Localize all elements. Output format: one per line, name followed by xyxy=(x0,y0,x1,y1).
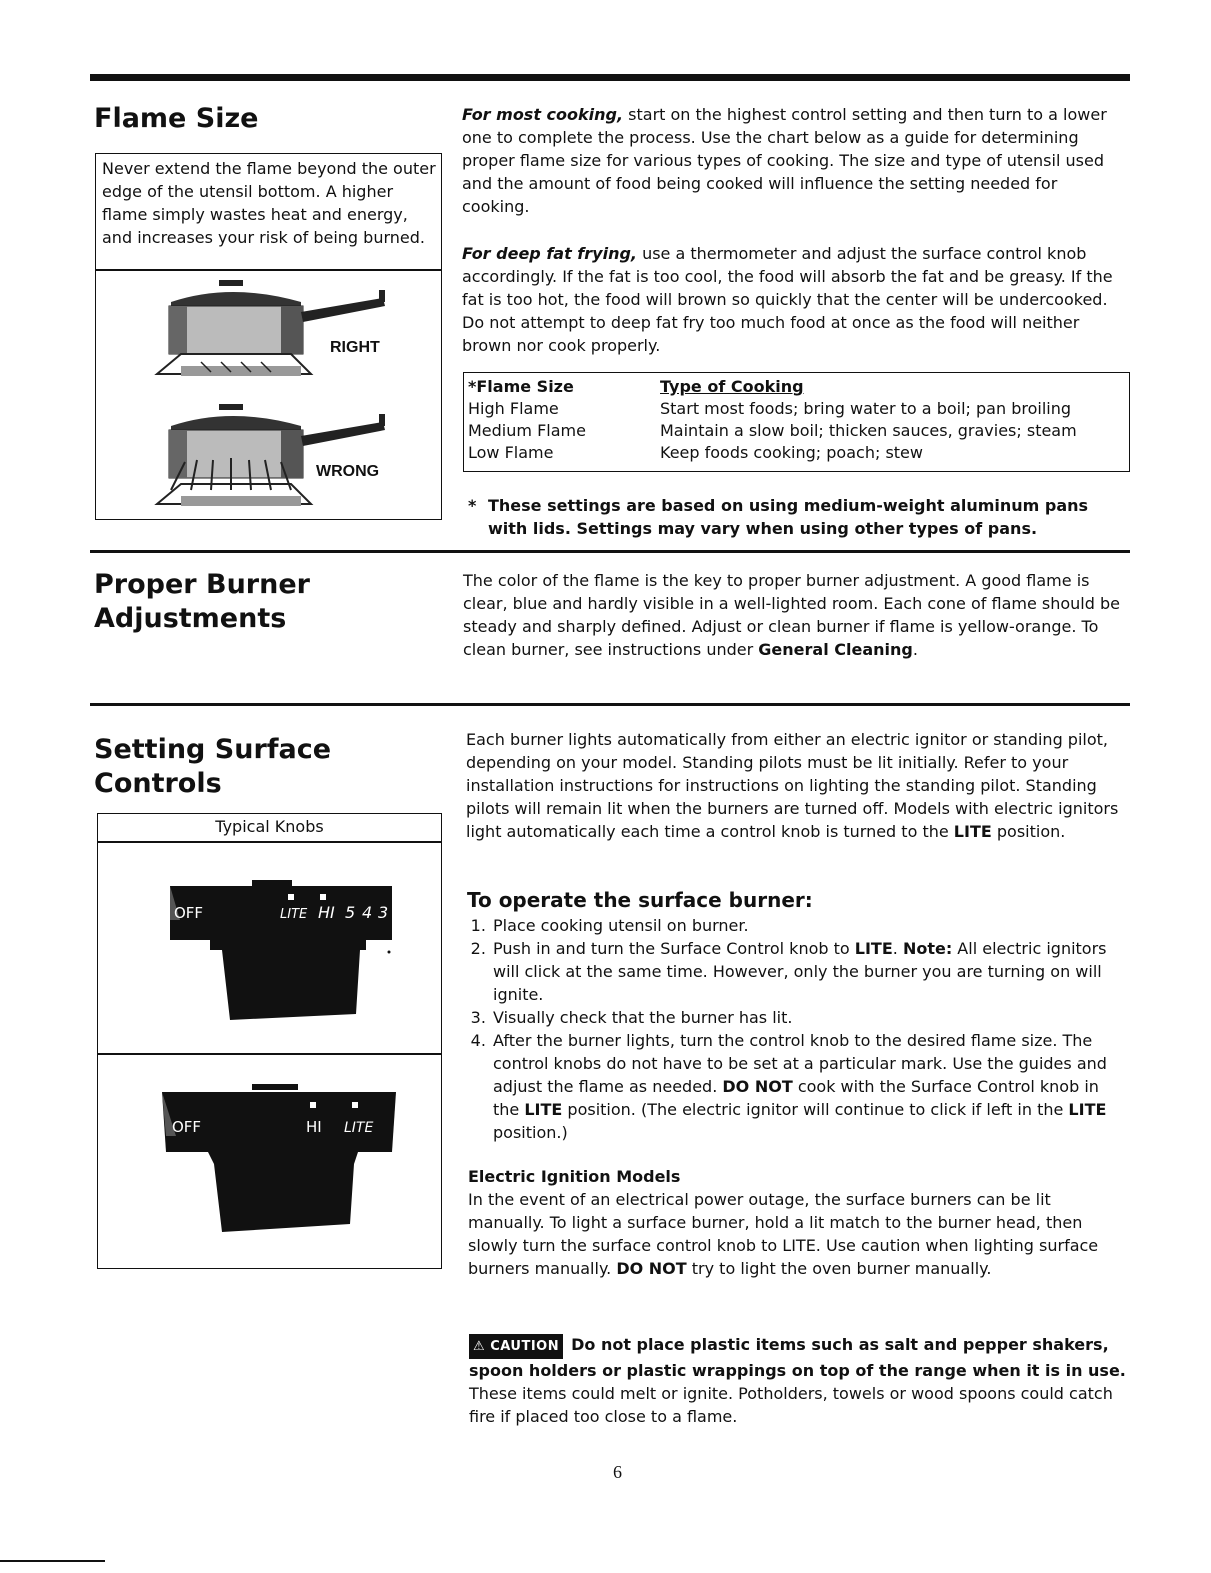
table-header-type: Type of Cooking xyxy=(660,377,804,396)
table-cell-type: Maintain a slow boil; thicken sauces, gravies; steam xyxy=(660,421,1077,440)
caution-label: CAUTION xyxy=(490,1339,560,1354)
bottom-edge-line xyxy=(0,1560,105,1562)
most-cooking-paragraph xyxy=(462,103,1122,218)
step-4-text: After the burner lights, turn the control knob to the desired flame size. The control knobs do not have to be set at a particular mark. Use the guides and adjust the flame as needed. xyxy=(493,1031,1107,1096)
step-2-note-label: Note: xyxy=(902,939,953,958)
typical-knobs-box xyxy=(97,813,442,1269)
step-4-lite-2: LITE xyxy=(1068,1100,1107,1119)
table-cell-type: Start most foods; bring water to a boil; pan broiling xyxy=(660,399,1071,418)
surface-intro-paragraph xyxy=(466,728,1130,843)
section-rule-1 xyxy=(90,550,1130,553)
burner-adjust-text: The color of the flame is the key to proper burner adjustment. A good flame is clear, blue and hardly visible in a well-lighted room. Each cone of flame should be steady and sharply defined. Adjust or clean burner if flame is yellow-orange. To clean burner, see instructions under xyxy=(463,571,1120,659)
table-header-flame-size: *Flame Size xyxy=(468,377,574,396)
surface-intro-lite: LITE xyxy=(953,822,992,841)
burner-adjust-paragraph xyxy=(463,569,1131,661)
table-header-row xyxy=(464,376,1129,398)
burner-adjust-heading-line1: Proper Burner xyxy=(94,569,310,600)
table-row xyxy=(464,398,1129,420)
step-4-do-not: DO NOT xyxy=(722,1077,793,1096)
surface-controls-heading-line1: Setting Surface xyxy=(94,734,332,765)
pan-wrong-illustration xyxy=(151,400,391,512)
flame-size-table xyxy=(463,372,1130,472)
operate-heading: To operate the surface burner: xyxy=(467,888,813,912)
step-2-text: Push in and turn the Surface Control knob to xyxy=(493,939,855,958)
step-2-note-text: All electric ignitors will click at the same time. However, only the burner you are turning on will ignite. xyxy=(493,939,1107,1004)
label-wrong: WRONG xyxy=(316,463,380,480)
warning-triangle-icon: ⚠ xyxy=(473,1339,486,1354)
ignition-text: In the event of an electrical power outage, the surface burners can be lit manually. To light a surface burner, hold a lit match to the burner head, then slowly turn the surface control knob to LITE. Use caution when lighting surface burners manually. xyxy=(468,1190,1099,1278)
step-2-lite: LITE xyxy=(854,939,893,958)
knob1-lite-label: LITE xyxy=(280,907,308,922)
surface-controls-heading-line2: Controls xyxy=(94,768,222,799)
step-2-sep: . xyxy=(892,939,903,958)
top-rule xyxy=(90,74,1130,81)
step-1: 1. Place cooking utensil on burner. xyxy=(491,914,1117,937)
surface-intro-text: Each burner lights automatically from either an electric ignitor or standing pilot, depending on your model. Standing pilots must be lit initially. Refer to your installation instructions for instructions on lighting the standing pilot. Standing pilots will remain lit when the burners are turned off. Models with electric ignitors light automatically each time a control knob is turned to the xyxy=(466,730,1119,841)
knob1-3-label: 3 xyxy=(378,903,389,922)
label-right: RIGHT xyxy=(330,339,380,356)
burner-adjust-text-end: . xyxy=(912,640,918,659)
deep-fat-lead: For deep fat frying, xyxy=(462,244,637,263)
table-cell-size: Low Flame xyxy=(468,443,554,462)
caption-divider xyxy=(98,841,441,843)
flame-warning-text: Never extend the flame beyond the outer edge of the utensil bottom. A higher flame simply wastes heat and energy, and increases your risk of being burned. xyxy=(102,159,436,247)
caution-paragraph xyxy=(469,1333,1129,1428)
note-text: These settings are based on using medium-weight aluminum pans with lids. Settings may vary when using other types of pans. xyxy=(488,496,1089,538)
step-4-lite-1: LITE xyxy=(524,1100,563,1119)
most-cooking-lead: For most cooking, xyxy=(462,105,624,124)
knob1-hi-label: HI xyxy=(318,903,335,922)
section-rule-2 xyxy=(90,703,1130,706)
typical-knobs-caption: Typical Knobs xyxy=(215,817,324,836)
step-4-text-d: position.) xyxy=(493,1123,568,1142)
ignition-text-end: try to light the oven burner manually. xyxy=(686,1259,992,1278)
step-2 xyxy=(491,937,1117,1006)
surface-intro-end: position. xyxy=(991,822,1066,841)
table-cell-size: Medium Flame xyxy=(468,421,586,440)
step-4-text-c: position. (The electric ignitor will continue to click if left in the xyxy=(562,1100,1069,1119)
knob1-off-label: OFF xyxy=(174,904,204,922)
pan-right-illustration xyxy=(151,276,391,388)
operate-steps xyxy=(467,914,1117,1144)
step-4 xyxy=(491,1029,1117,1144)
most-cooking-text: start on the highest control setting and then turn to a lower one to complete the process. Use the chart below as a guide for determining proper flame size for various types of cooking. The size and type of utensil used and the amount of food being cooked will influence the setting needed for cooking. xyxy=(462,105,1107,216)
knob2-lite-label: LITE xyxy=(344,1120,374,1136)
electric-ignition-heading: Electric Ignition Models xyxy=(468,1167,681,1186)
burner-adjust-heading xyxy=(94,568,310,636)
ignition-do-not: DO NOT xyxy=(616,1259,687,1278)
step-4-text-b: cook with the Surface Control knob in the xyxy=(493,1077,1099,1119)
table-cell-type: Keep foods cooking; poach; stew xyxy=(660,443,923,462)
caution-text: These items could melt or ignite. Potholders, towels or wood spoons could catch fire if placed too close to a flame. xyxy=(469,1384,1113,1426)
burner-adjust-heading-line2: Adjustments xyxy=(94,603,287,634)
note-star: * xyxy=(468,496,477,515)
page-number: 6 xyxy=(613,1462,622,1482)
table-cell-size: High Flame xyxy=(468,399,559,418)
caution-badge xyxy=(469,1334,563,1359)
knob-2-illustration xyxy=(162,1084,402,1236)
knob2-off-label: OFF xyxy=(172,1118,202,1136)
settings-note xyxy=(468,494,1118,540)
knob-divider xyxy=(98,1053,441,1055)
knob-1-illustration xyxy=(170,880,400,1022)
general-cleaning-ref: General Cleaning xyxy=(758,640,913,659)
figure-divider xyxy=(96,269,441,271)
table-row xyxy=(464,442,1129,464)
surface-controls-heading xyxy=(94,733,331,801)
knob2-hi-label: HI xyxy=(306,1118,322,1136)
step-3: 3. Visually check that the burner has lit. xyxy=(491,1006,1117,1029)
flame-size-figure-box xyxy=(95,153,442,520)
flame-size-heading: Flame Size xyxy=(94,103,259,134)
knob1-5-label: 5 xyxy=(345,903,356,922)
caution-bold-text: Do not place plastic items such as salt and pepper shakers, spoon holders or plastic wrappings on top of the range when it is in use. xyxy=(469,1335,1126,1380)
deep-fat-text: use a thermometer and adjust the surface control knob accordingly. If the fat is too cool, the food will absorb the fat and be greasy. If the fat is too hot, the food will brown so quickly that the center will be undercooked. Do not attempt to deep fat fry too much food at once as the food will neither brown nor cook properly. xyxy=(462,244,1113,355)
deep-fat-paragraph xyxy=(462,242,1130,357)
electric-ignition-paragraph xyxy=(468,1188,1118,1280)
knob1-4-label: 4 xyxy=(362,903,373,922)
table-row xyxy=(464,420,1129,442)
